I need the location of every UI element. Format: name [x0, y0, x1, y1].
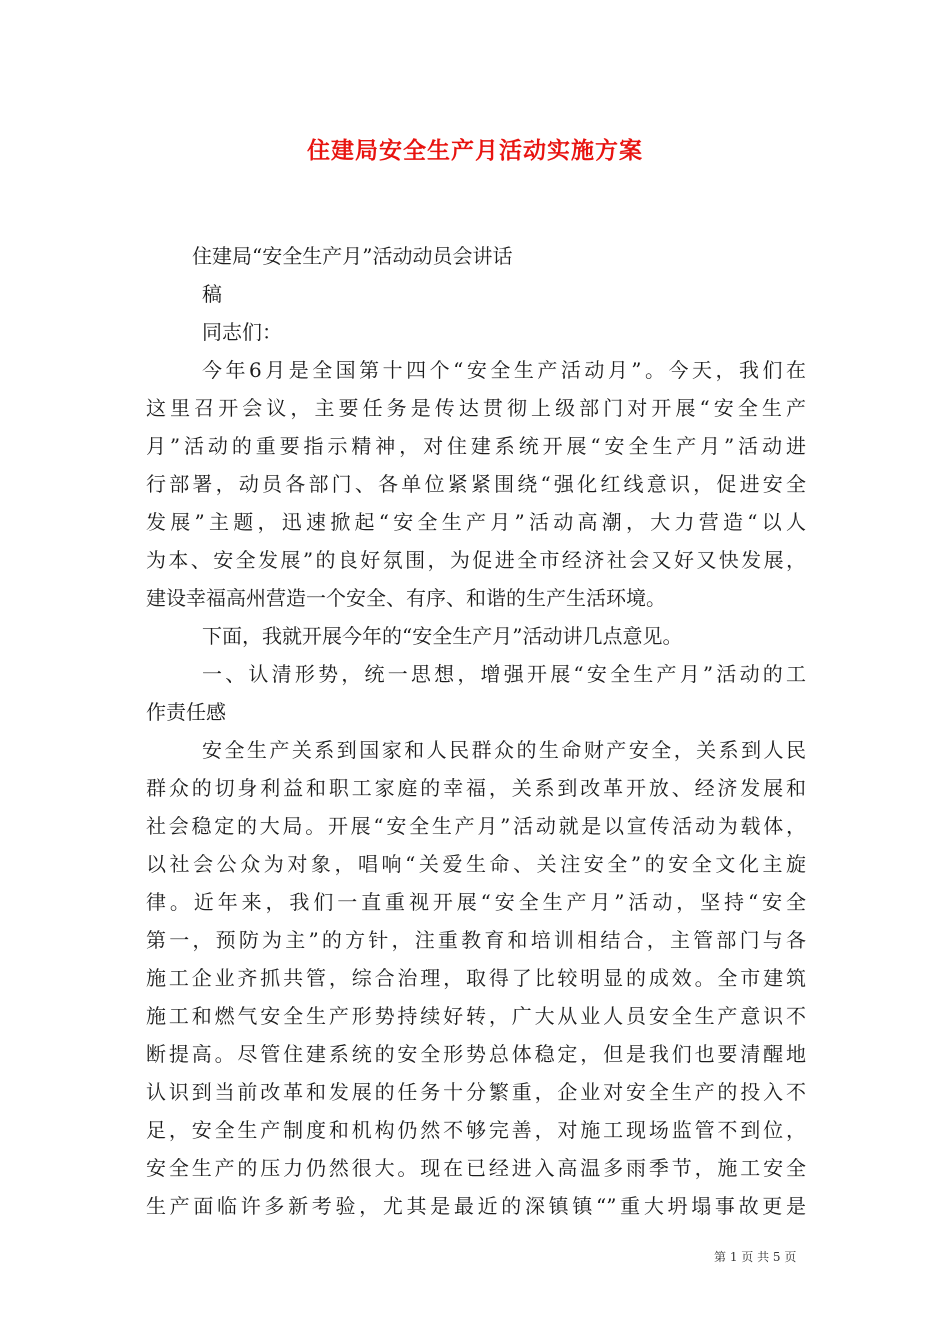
section-heading-line-2: 作责任感	[146, 700, 226, 724]
body-line: 足，安全生产制度和机构仍然不够完善，对施工现场监管不到位，	[146, 1118, 806, 1142]
body-line: 施工和燃气安全生产形势持续好转，广大从业人员安全生产意识不	[146, 1004, 806, 1028]
salutation: 同志们：	[202, 320, 282, 344]
body-line: 发展”主题，迅速掀起“安全生产月”活动高潮，大力营造“以人	[146, 510, 806, 534]
body-line: 为本、安全发展”的良好氛围，为促进全市经济社会又好又快发展，	[146, 548, 806, 572]
body-line: 今年6月是全国第十四个“安全生产活动月”。今天，我们在	[202, 358, 806, 382]
section-heading-line-1: 一、认清形势，统一思想，增强开展“安全生产月”活动的工	[202, 662, 806, 686]
page-number-footer: 第 1 页 共 5 页	[714, 1250, 797, 1264]
body-line: 建设幸福高州营造一个安全、有序、和谐的生产生活环境。	[146, 586, 666, 610]
speech-title-line-1: 住建局“安全生产月”活动动员会讲话	[192, 244, 513, 268]
body-line: 群众的切身利益和职工家庭的幸福，关系到改革开放、经济发展和	[146, 776, 806, 800]
body-line: 以社会公众为对象，唱响“关爱生命、关注安全”的安全文化主旋	[146, 852, 806, 876]
body-line: 安全生产的压力仍然很大。现在已经进入高温多雨季节，施工安全	[146, 1156, 806, 1180]
body-line: 生产面临许多新考验，尤其是最近的深镇镇“”重大坍塌事故更是	[146, 1194, 806, 1218]
document-title: 住建局安全生产月活动实施方案	[307, 138, 643, 164]
speech-title-line-2: 稿	[202, 282, 222, 306]
body-line: 认识到当前改革和发展的任务十分繁重，企业对安全生产的投入不	[146, 1080, 806, 1104]
body-line: 第一，预防为主”的方针，注重教育和培训相结合，主管部门与各	[146, 928, 806, 952]
body-line: 这里召开会议，主要任务是传达贯彻上级部门对开展“安全生产	[146, 396, 806, 420]
body-line: 下面，我就开展今年的“安全生产月”活动讲几点意见。	[202, 624, 683, 648]
body-line: 律。近年来，我们一直重视开展“安全生产月”活动，坚持“安全	[146, 890, 806, 914]
body-line: 行部署，动员各部门、各单位紧紧围绕“强化红线意识，促进安全	[146, 472, 806, 496]
body-line: 月”活动的重要指示精神，对住建系统开展“安全生产月”活动进	[146, 434, 806, 458]
body-line: 社会稳定的大局。开展“安全生产月”活动就是以宣传活动为载体，	[146, 814, 806, 838]
body-line: 安全生产关系到国家和人民群众的生命财产安全，关系到人民	[202, 738, 806, 762]
body-line: 施工企业齐抓共管，综合治理，取得了比较明显的成效。全市建筑	[146, 966, 806, 990]
body-line: 断提高。尽管住建系统的安全形势总体稳定，但是我们也要清醒地	[146, 1042, 806, 1066]
